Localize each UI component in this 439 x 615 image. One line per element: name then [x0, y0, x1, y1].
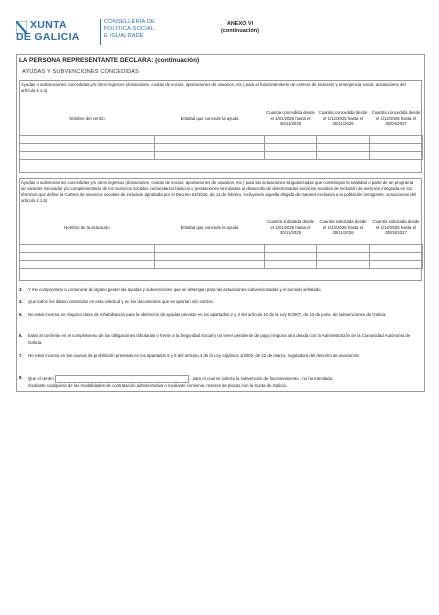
table-row	[20, 143, 423, 151]
header-divider	[100, 19, 101, 45]
table-cell[interactable]	[370, 244, 423, 252]
item-number: 3.	[19, 287, 23, 292]
table-cell[interactable]	[317, 135, 370, 143]
table2-header-3: Cuantía solicitada desde el 1/12/2025 hasta el 30/11/2026	[319, 219, 367, 235]
table-cell[interactable]	[265, 151, 317, 159]
center-name-field[interactable]	[55, 375, 189, 383]
table-cell[interactable]	[20, 151, 155, 159]
item-number: 5.	[19, 312, 23, 317]
table-cell[interactable]	[265, 252, 317, 260]
table2-intro: Ayudas o subvenciones concedidas y/o otros ingresos (donaciones, cuotas de socios, aportaciones de usuarios, etc.) para las actuaciones singularizadas que constituyan la totalidad o parte de un programa de carácter innovador y/o complementario de los servicios sociales comunitarios básicos o prestaciones vinculadas al desarrollo de determinados servicios sociales de inclusión de atención integrada en los términos que define la Cartera de servicios sociales de inclusión aprobada por el Decreto 61/2016, de 11 de febrero, incluyendo aquella dirigida de manera exclusiva a la población inmigrante: actuaciones del artículo 4.1.b)	[21, 180, 416, 203]
table2-header-4: Cuantía solicitada desde el 1/12/2026 hasta el 30/04/2027	[372, 219, 420, 235]
table-cell[interactable]	[155, 151, 265, 159]
item-number: 8.	[19, 375, 23, 380]
table1-header-4: Cuantía concedida desde el 1/12/2026 hasta el 30/04/2027	[371, 110, 421, 126]
table-cell[interactable]	[20, 244, 155, 252]
item-text: No estar incursa en las causas de prohibición previstas en los apartados 5 y 6 del artículo 4 de la Ley orgánica 1/2002, de 22 de marzo, reguladora del derecho de asociación.	[28, 353, 361, 358]
table-cell[interactable]	[20, 135, 155, 143]
item8-line2: mediante cualquiera de las modalidades de contratación administrativa o mediante convenio, reserva de plazas con la Xunta de Galicia.	[28, 383, 287, 388]
table-row	[20, 252, 423, 260]
table-cell[interactable]	[265, 244, 317, 252]
item-number: 7.	[19, 353, 23, 358]
section-title: LA PERSONA REPRESENTANTE DECLARA: (continuación)	[19, 57, 200, 64]
table-cell[interactable]	[370, 151, 423, 159]
section-subtitle: AYUDAS Y SUBVENCIONES CONCEDIDAS	[22, 69, 140, 75]
table1-body	[20, 135, 423, 159]
table-cell[interactable]	[370, 135, 423, 143]
table-cell[interactable]	[155, 252, 265, 260]
table-cell[interactable]	[265, 260, 317, 268]
table-cell[interactable]	[370, 260, 423, 268]
ministry-name: CONSELLERÍA DE POLÍTICA SOCIAL E IGUALDADE	[104, 19, 155, 39]
table1-header-2: Cuantía concedida desde el 1/01/2025 hasta el 30/11/2025	[266, 110, 315, 126]
annex-title: ANEXO VI	[226, 21, 254, 27]
declaration-item-7	[19, 353, 417, 367]
declaration-item-8	[19, 375, 417, 391]
table2-header-2: Cuantía solicitada desde el 1/01/2025 hasta el 30/11/2025	[266, 219, 315, 235]
table-row	[20, 260, 423, 268]
table2-body	[20, 244, 423, 268]
table-cell[interactable]	[155, 244, 265, 252]
declaration-item-4	[19, 299, 417, 307]
item-text: Y me comprometo a comunicar al órgano gestor las ayudas y subvenciones que se obtengan para las actuaciones subvencionadas y el periodo señalado.	[28, 287, 322, 292]
declaration-item-5	[19, 312, 417, 326]
table-cell[interactable]	[20, 252, 155, 260]
item8-before: Que el centro	[28, 376, 54, 382]
table2-header-1: Entidad que concede la ayuda	[180, 224, 239, 230]
table2	[19, 211, 423, 269]
table-cell[interactable]	[370, 252, 423, 260]
table-cell[interactable]	[370, 143, 423, 151]
table2-header-row	[20, 211, 423, 244]
table-cell[interactable]	[155, 260, 265, 268]
xunta-logo	[16, 19, 98, 47]
item8-after: , para el cual se solicita la subvención de funcionamiento , no ha tramitado,	[190, 376, 334, 382]
item-text: Estar al corriente en el cumplimiento de las obligaciones tributarias o frente a la Seguridad Social y no tener pendiente de pago ninguna otra deuda con la Administración de la Comunidad Autónoma de Galicia.	[28, 333, 411, 345]
table-cell[interactable]	[317, 143, 370, 151]
item-text: Que todos los datos contenidos en esta solicitud y en los documentos que se aportan son ciertos.	[28, 299, 214, 304]
table1-header-0: Nombre del centro	[69, 115, 105, 121]
table-row	[20, 244, 423, 252]
table1-header-row	[20, 102, 423, 135]
table1-intro: Ayudas o subvenciones concedidas y/o otros ingresos (donaciones, cuotas de socios, aportaciones de usuarios, etc.) para el funcionamiento de centros de inclusión y emergencia social, actuaciones del artículo 4.1.a)	[21, 82, 406, 93]
logo-line-1: XUNTA	[30, 19, 67, 31]
table-row	[20, 135, 423, 143]
item-number: 4.	[19, 299, 23, 304]
table-cell[interactable]	[317, 252, 370, 260]
table-cell[interactable]	[155, 143, 265, 151]
table1-header-1: Entidad que concede la ayuda	[180, 115, 239, 121]
annex-subtitle: (continuación)	[221, 28, 259, 34]
declaration-item-6	[19, 333, 417, 347]
table-cell[interactable]	[317, 244, 370, 252]
annex-label	[200, 21, 280, 35]
table-cell[interactable]	[317, 260, 370, 268]
table-cell[interactable]	[317, 151, 370, 159]
table-cell[interactable]	[265, 143, 317, 151]
item-text: No estar incursa en ninguna clase de inhabilitación para la obtención de ayudas previsto en los apartados 2 y 3 del artículo 10 de la Ley 9/2007, de 13 de junio, de subvenciones de Galicia.	[28, 312, 387, 317]
declaration-item-3	[19, 287, 417, 295]
table-cell[interactable]	[20, 260, 155, 268]
item-text	[28, 375, 416, 390]
table1	[19, 102, 423, 160]
table-cell[interactable]	[20, 143, 155, 151]
table-row	[20, 151, 423, 159]
table-cell[interactable]	[265, 135, 317, 143]
logo-line-2: DE GALICIA	[16, 31, 80, 43]
item-number: 6.	[19, 333, 23, 338]
table2-header-0: Nombre de la actuación	[64, 224, 110, 230]
table1-header-3: Cuantía concedida desde el 1/12/2025 hasta el 30/11/2026	[318, 110, 368, 126]
table-cell[interactable]	[155, 135, 265, 143]
